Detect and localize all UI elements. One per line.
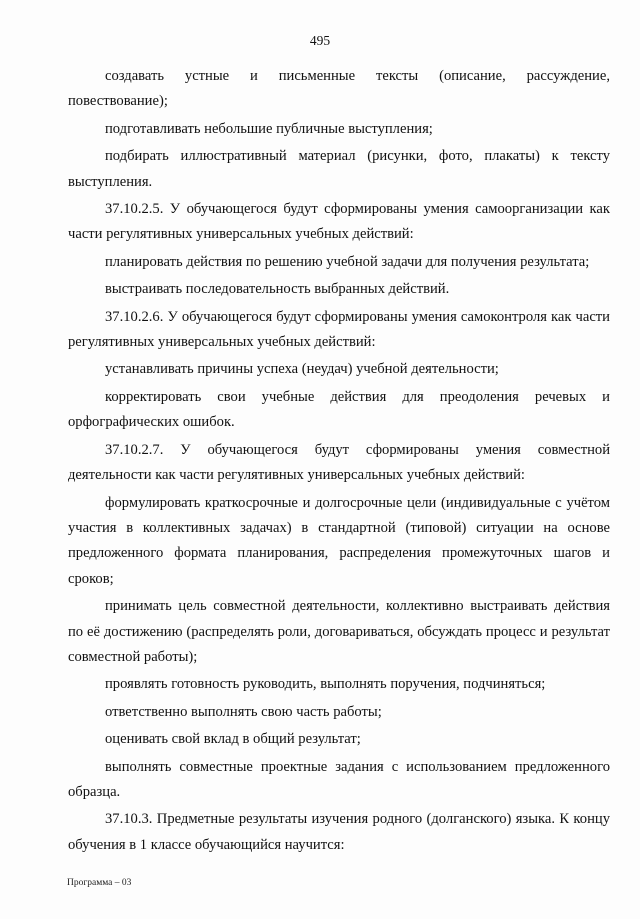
page-footer: Программа – 03	[67, 878, 132, 888]
section-paragraph: 37.10.2.6. У обучающегося будут сформированы умения самоконтроля как части регулятивных универсальных учебных действий:	[68, 308, 610, 351]
paragraph: выполнять совместные проектные задания с использованием предложенного образца.	[68, 758, 610, 800]
section-paragraph: 37.10.3. Предметные результаты изучения родного (долганского) языка. К концу обучения в 1 классе обучающийся научится:	[68, 811, 610, 853]
body-text	[68, 64, 610, 858]
paragraph: подготавливать небольшие публичные выступления;	[105, 120, 433, 137]
paragraph: ответственно выполнять свою часть работы;	[105, 703, 382, 720]
page-number: 495	[309, 33, 331, 48]
paragraph: корректировать свои учебные действия для преодоления речевых и орфографических ошибок.	[68, 388, 610, 431]
paragraph: выстраивать последовательность выбранных действий.	[105, 281, 450, 298]
paragraph: устанавливать причины успеха (неудач) учебной деятельности;	[105, 361, 499, 378]
section-paragraph: 37.10.2.7. У обучающегося будут сформированы умения совместной деятельности как части регулятивных универсальных учебных действий:	[68, 441, 610, 484]
paragraph: формулировать краткосрочные и долгосрочные цели (индивидуальные с учётом участия в коллективных задачах) в стандартной (типовой) ситуации на основе предложенного формата планирования, распределения промежуточных шагов и сроков;	[68, 494, 610, 587]
paragraph: принимать цель совместной деятельности, коллективно выстраивать действия по её достижению (распределять роли, договариваться, обсуждать процесс и результат совместной работы);	[68, 598, 610, 665]
paragraph: создавать устные и письменные тексты (описание, рассуждение, повествование);	[68, 68, 610, 110]
paragraph: подбирать иллюстративный материал (рисунки, фото, плакаты) к тексту выступления.	[68, 148, 610, 190]
paragraph: планировать действия по решению учебной задачи для получения результата;	[105, 253, 590, 270]
paragraph: проявлять готовность руководить, выполнять поручения, подчиняться;	[105, 676, 546, 693]
section-paragraph: 37.10.2.5. У обучающегося будут сформированы умения самоорганизации как части регулятивных универсальных учебных действий:	[68, 201, 610, 243]
paragraph: оценивать свой вклад в общий результат;	[105, 731, 361, 748]
